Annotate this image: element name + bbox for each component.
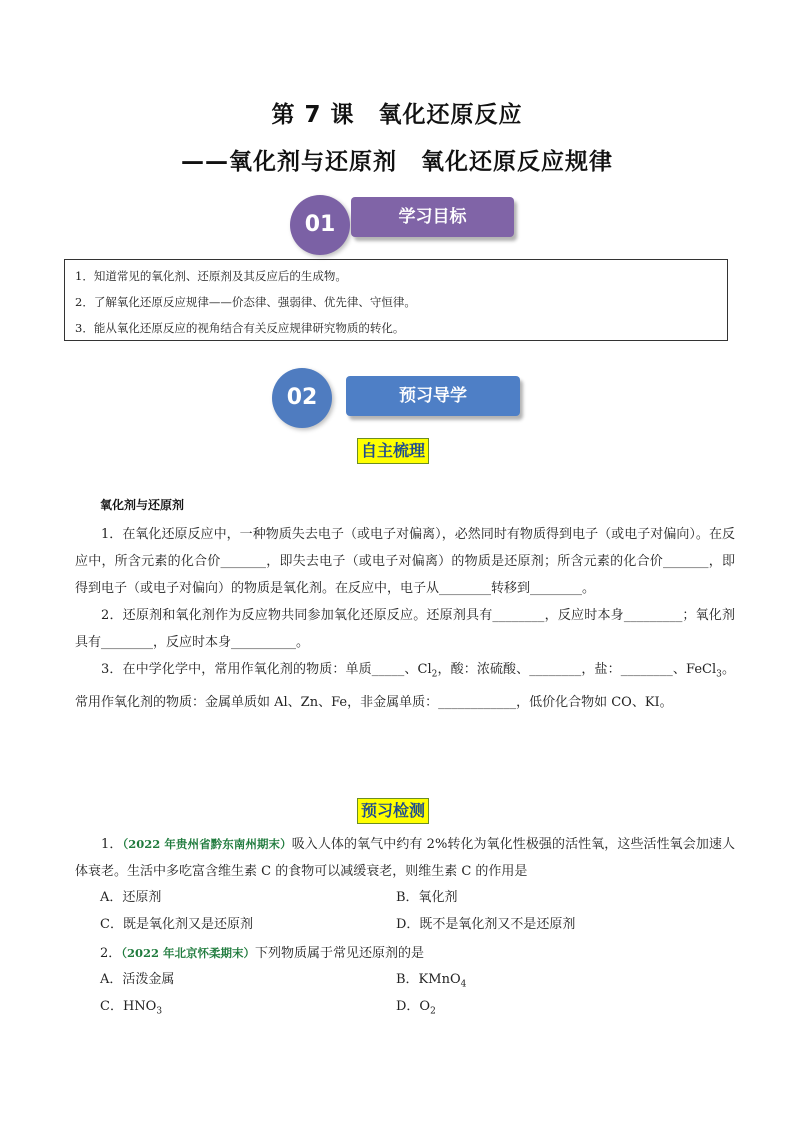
section-number: 01 [304,212,336,237]
question-source: （2022 年北京怀柔期末） [121,946,256,960]
preview-check-tag: 预习检测 [357,798,429,824]
goal-item: 2．了解氧化还原反应规律——价态律、强弱律、优先律、守恒律。 [75,295,416,309]
question-source: （2022 年贵州省黔东南州期末） [122,837,292,851]
option-a: A．活泼金属 [100,972,175,987]
topic-heading: 氧化剂与还原剂 [100,498,185,512]
paragraph-1: 1．在氧化还原反应中，一种物质失去电子（或电子对偏离），必然同时有物质得到电子（或电子对偏向）。在反应中，所含元素的化合价_______，即失去电子（或电子对偏离）的物质是还原剂；所含元素的化合价_______，即得到电子（或电子对偏向）的物质是氧化剂。在反应中，电子从________转移到________。 [75,527,735,596]
section-label: 学习目标 [351,197,514,237]
option-c: C．$HNO_3$ [100,999,163,1017]
goal-item: 1．知道常见的氧化剂、还原剂及其反应后的生成物。 [75,269,347,283]
option-d: D．既不是氧化剂又不是还原剂 [396,917,576,932]
question-1 [75,831,735,885]
paragraph-3: 3．在中学化学中，常用作氧化剂的物质：单质_____、$Cl_2$，酸：浓硫酸、________，盐：________、FeCl$_3$。常用作氧化剂的物质：金属单质如 Al、Zn、Fe，非金属单质：____________，低价化合物如 CO、KI。 [75,662,735,710]
self-study-tag: 自主梳理 [357,438,429,464]
self-study-content [75,521,735,716]
goal-item: 3．能从氧化还原反应的视角结合有关反应规律研究物质的转化。 [75,321,405,335]
learning-goals-box [64,259,728,341]
question-1-stem: 1．（2022 年贵州省黔东南州期末）吸入人体的氧气中约有 2%转化为氧化性极强的活性氧，这些活性氧会加速人体衰老。生活中多吃富含维生素 C 的食物可以减缓衰老，则维生素 C 的作用是 [75,837,735,879]
option-b: B．氧化剂 [396,890,458,905]
option-c: C．既是氧化剂又是还原剂 [100,917,253,932]
section-number: 02 [286,385,318,410]
paragraph-2: 2．还原剂和氧化剂作为反应物共同参加氧化还原反应。还原剂具有________，反应时本身_________；氧化剂具有________，反应时本身__________。 [75,608,735,650]
lesson-subtitle: ——氧化剂与还原剂 氧化还原反应规律 [181,149,613,175]
option-d: D．$O_2$ [396,999,436,1017]
option-b: B．KMnO$_4$ [396,972,467,990]
question-2-stem: 2．（2022 年北京怀柔期末）下列物质属于常见还原剂的是 [100,946,425,961]
section-label: 预习导学 [346,376,520,416]
lesson-title: 第 7 课 氧化还原反应 [271,102,523,128]
option-a: A．还原剂 [100,890,162,905]
